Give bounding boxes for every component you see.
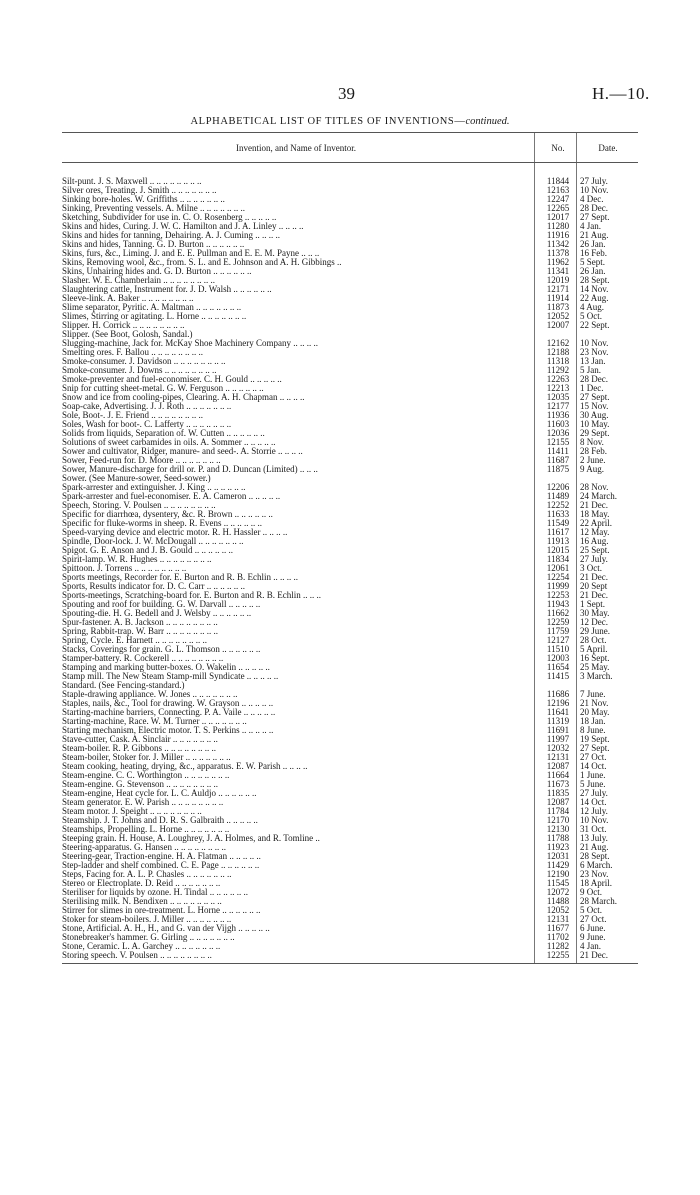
number-cell: 12170	[546, 815, 570, 825]
date-cell: 25 May.	[580, 662, 610, 672]
invention-cell: Sports-meetings, Scratching-board for. E. Burton and R. B. Echlin .. .. ..	[62, 591, 321, 600]
invention-cell: Slimes, Stirring or agitating. L. Horne .. .. .. .. .. .. ..	[62, 312, 247, 321]
number-cell: 12035	[546, 392, 570, 402]
invention-cell: Smoke-consumer. J. Davidson .. .. .. .. .. .. .. ..	[62, 357, 226, 366]
invention-cell: Starting-machine barriers, Connecting. P. A. Vaile .. .. .. .. ..	[62, 708, 276, 717]
page-number: 39	[338, 84, 355, 103]
number-cell: 12127	[546, 635, 570, 645]
invention-cell: Silt-punt. J. S. Maxwell .. .. .. .. .. .. .. ..	[62, 177, 202, 186]
number-cell: 11545	[546, 878, 570, 888]
date-cell: 26 Jan.	[580, 239, 606, 249]
invention-cell: Stoker for steam-boilers. J. Miller .. .. .. .. .. .. ..	[62, 915, 232, 924]
number-cell: 12155	[546, 437, 570, 447]
invention-cell: Stonebreaker's hammer. G. Girling .. .. .. .. .. .. ..	[62, 933, 235, 942]
date-cell: 6 March.	[580, 860, 613, 870]
date-cell: 21 Dec.	[580, 950, 608, 960]
date-cell: 14 Nov.	[580, 284, 609, 294]
number-cell: 12188	[546, 347, 570, 357]
number-cell: 11415	[546, 671, 570, 681]
number-cell: 11292	[546, 365, 570, 375]
invention-cell: Skins and hides for tanning, Dehairing. A. J. Cuming .. .. .. ..	[62, 231, 280, 240]
invention-cell: Slugging-machine, Jack for. McKay Shoe Machinery Company .. .. .. ..	[62, 339, 318, 348]
date-cell: 27 Oct.	[580, 914, 607, 924]
header-number: No.	[551, 143, 565, 153]
number-cell: 12131	[546, 914, 570, 924]
date-cell: 21 Aug.	[580, 230, 609, 240]
invention-cell: Starting-machine, Race. W. M. Turner .. .. .. .. .. .. ..	[62, 717, 247, 726]
date-cell: 14 Oct.	[580, 797, 607, 807]
invention-cell: Sports meetings, Recorder for. E. Burton and R. B. Echlin .. .. .. ..	[62, 573, 298, 582]
date-cell: 16 Feb.	[580, 248, 607, 258]
date-cell: 22 April.	[580, 518, 613, 528]
invention-cell: Spark-arrester and fuel-economiser. E. A. Cameron .. .. .. .. ..	[62, 492, 281, 501]
date-cell: 13 July.	[580, 833, 608, 843]
number-cell: 12017	[546, 212, 570, 222]
number-cell: 11489	[546, 491, 570, 501]
number-cell: 11673	[546, 779, 570, 789]
date-cell: 28 Nov.	[580, 482, 609, 492]
invention-cell: Spring, Rabbit-trap. W. Barr .. .. .. .. .. .. .. ..	[62, 627, 218, 636]
invention-cell: Steam motor. J. Speight .. .. .. .. .. .. .. ..	[62, 807, 202, 816]
invention-cell: Speech, Storing. V. Poulsen .. .. .. .. .. .. .. ..	[62, 501, 216, 510]
invention-cell: Spouting and roof for building. G. W. Darvall .. .. .. .. ..	[62, 600, 261, 609]
number-cell: 11835	[546, 788, 570, 798]
invention-cell: Skins, furs, &c., Liming. J. and E. E. Pullman and E. E. M. Payne .. .. ..	[62, 249, 320, 258]
date-cell: 12 Dec.	[580, 617, 608, 627]
invention-cell: Sinking bore-holes. W. Griffiths .. .. .. .. .. .. ..	[62, 195, 225, 204]
date-cell: 27 Sept.	[580, 212, 610, 222]
date-cell: 28 Dec.	[580, 203, 608, 213]
invention-cell: Speed-varying device and electric motor. R. H. Hassler .. .. .. ..	[62, 528, 288, 537]
invention-cell: Specific for diarrhœa, dysentery, &c. R. Brown .. .. .. .. .. ..	[62, 510, 273, 519]
invention-cell: Steam-boiler, Stoker for. J. Miller .. .. .. .. .. .. ..	[62, 753, 231, 762]
date-cell: 9 June.	[580, 932, 606, 942]
invention-cell: Silver ores, Treating. J. Smith .. .. .. .. .. .. ..	[62, 186, 217, 195]
number-cell: 11691	[546, 725, 570, 735]
date-cell: 5 June.	[580, 779, 606, 789]
date-cell: 30 May.	[580, 608, 610, 618]
date-cell: 7 June.	[580, 689, 606, 699]
invention-cell: Staple-drawing appliance. W. Jones .. .. .. .. .. .. ..	[62, 690, 238, 699]
number-cell: 12036	[546, 428, 570, 438]
invention-cell: Steam-engine, Heat cycle for. L. C. Auldjo .. .. .. .. .. ..	[62, 789, 257, 798]
invention-cell: Spring, Cycle. E. Harnett .. .. .. .. .. .. .. ..	[62, 636, 207, 645]
invention-cell: Sketching, Subdivider for use in. C. O. Rosenberg .. .. .. .. ..	[62, 213, 277, 222]
number-cell: 12259	[546, 617, 570, 627]
date-cell: 1 Dec.	[580, 383, 604, 393]
date-cell: 5 Oct.	[580, 311, 602, 321]
date-cell: 19 Sept.	[580, 734, 610, 744]
number-cell: 11844	[546, 176, 570, 186]
invention-cell: Smoke-preventer and fuel-economiser. C. H. Gould .. .. .. .. ..	[62, 375, 282, 384]
number-cell: 12213	[546, 383, 570, 393]
date-cell: 16 Sept.	[580, 653, 610, 663]
header-date: Date.	[598, 143, 618, 153]
invention-cell: Sterilising milk. N. Bendixen .. .. .. .. .. .. .. ..	[62, 897, 222, 906]
date-cell: 9 Aug.	[580, 464, 605, 474]
number-cell: 11999	[546, 581, 570, 591]
date-cell: 21 Dec.	[580, 572, 608, 582]
number-cell: 11916	[546, 230, 570, 240]
date-cell: 23 Nov.	[580, 869, 609, 879]
invention-cell: Soap-cake, Advertising. J. J. Roth .. .. .. .. .. .. ..	[62, 402, 232, 411]
table-row	[62, 951, 638, 960]
number-cell: 11341	[546, 266, 570, 276]
date-cell: 12 July.	[580, 806, 608, 816]
number-cell: 11603	[546, 419, 570, 429]
invention-cell: Stone, Ceramic. L. A. Garchey .. .. .. .. .. .. ..	[62, 942, 221, 951]
number-cell: 12007	[546, 320, 570, 330]
number-cell: 11962	[546, 257, 570, 267]
number-cell: 11913	[546, 536, 570, 546]
invention-cell: Stave-cutter, Cask. A. Sinclair .. .. .. .. .. .. ..	[62, 735, 218, 744]
invention-cell: Storing speech. V. Poulsen .. .. .. .. .. .. .. ..	[62, 951, 212, 960]
invention-cell: Snow and ice from cooling-pipes, Clearing. A. H. Chapman .. .. .. ..	[62, 393, 305, 402]
date-cell: 22 Sept.	[580, 320, 610, 330]
number-cell: 11873	[546, 302, 570, 312]
number-cell: 12254	[546, 572, 570, 582]
invention-cell: Steam cooking, heating, drying, &c., apparatus. E. W. Parish .. .. .. ..	[62, 762, 308, 771]
invention-cell: Spigot. G. E. Anson and J. B. Gould .. .. .. .. .. ..	[62, 546, 234, 555]
number-cell: 11662	[546, 608, 570, 618]
page-title	[0, 116, 700, 127]
date-cell: 22 Aug.	[580, 293, 609, 303]
table-body	[62, 163, 638, 963]
table-row	[62, 465, 638, 474]
invention-cell: Snip for cutting sheet-metal. G. W. Ferguson .. .. .. .. .. ..	[62, 384, 264, 393]
date-cell: 28 March.	[580, 896, 617, 906]
number-cell: 11319	[546, 716, 570, 726]
number-cell: 12015	[546, 545, 570, 555]
number-cell: 12052	[546, 905, 570, 915]
date-cell: 21 Aug.	[580, 842, 609, 852]
date-cell: 20 Sept	[580, 581, 608, 591]
page-code: H.—10.	[592, 84, 650, 103]
number-cell: 11914	[546, 293, 570, 303]
number-cell: 12196	[546, 698, 570, 708]
invention-cell: Steam-engine. G. Stevenson .. .. .. .. .. .. .. ..	[62, 780, 218, 789]
date-cell: 28 Sept.	[580, 275, 610, 285]
date-cell: 5 April.	[580, 644, 608, 654]
invention-cell: Solids from liquids, Separation of. W. Cutten .. .. .. .. .. ..	[62, 429, 265, 438]
date-cell: 16 Aug.	[580, 536, 609, 546]
date-cell: 13 Jan.	[580, 356, 606, 366]
number-cell: 11429	[546, 860, 570, 870]
invention-cell: Sports, Results indicator for. D. C. Carr .. .. .. .. .. ..	[62, 582, 245, 591]
number-cell: 12206	[546, 482, 570, 492]
date-cell: 27 Oct.	[580, 752, 607, 762]
invention-cell: Sleeve-link. A. Baker .. .. .. .. .. .. .. ..	[62, 294, 194, 303]
invention-cell: Steam-engine. C. C. Worthington .. .. .. .. .. .. ..	[62, 771, 230, 780]
date-cell: 24 March.	[580, 491, 617, 501]
date-cell: 26 Jan.	[580, 266, 606, 276]
number-cell: 11923	[546, 842, 570, 852]
invention-cell: Steamship. J. T. Johns and D. R. S. Galbraith .. .. .. .. ..	[62, 816, 258, 825]
number-cell: 12253	[546, 590, 570, 600]
number-cell: 11936	[546, 410, 570, 420]
date-cell: 5 Jan.	[580, 365, 601, 375]
date-cell: 3 Oct.	[580, 563, 602, 573]
date-cell: 4 Dec.	[580, 194, 604, 204]
date-cell: 27 July.	[580, 788, 608, 798]
number-cell: 11784	[546, 806, 570, 816]
invention-cell: Spindle, Door-lock. J. W. McDougall .. .. .. .. .. .. ..	[62, 537, 244, 546]
invention-cell: Slasher. W. E. Chamberlain .. .. .. .. .. .. .. ..	[62, 276, 215, 285]
date-cell: 25 Sept.	[580, 545, 610, 555]
invention-cell: Starting mechanism, Electric motor. T. S. Perkins .. .. .. .. ..	[62, 726, 274, 735]
date-cell: 28 Oct.	[580, 635, 607, 645]
date-cell: 21 Dec.	[580, 500, 608, 510]
number-cell: 12087	[546, 761, 570, 771]
date-cell: 28 Dec.	[580, 374, 608, 384]
number-cell: 12162	[546, 338, 570, 348]
invention-cell: Steriliser for liquids by ozone. H. Tindal .. .. .. .. .. ..	[62, 888, 248, 897]
number-cell: 11342	[546, 239, 570, 249]
number-cell: 12171	[546, 284, 570, 294]
date-cell: 10 Nov.	[580, 815, 609, 825]
number-cell: 11633	[546, 509, 570, 519]
date-cell: 20 May.	[580, 707, 610, 717]
date-cell: 18 Jan.	[580, 716, 606, 726]
date-cell: 12 May.	[580, 527, 610, 537]
title-main: ALPHABETICAL LIST OF TITLES OF INVENTIONS—	[190, 116, 466, 127]
date-cell: 29 June.	[580, 626, 610, 636]
number-cell: 11834	[546, 554, 570, 564]
number-cell: 11378	[546, 248, 570, 258]
invention-cell: Slime separator, Pyritic. A. Maltman .. .. .. .. .. .. ..	[62, 303, 242, 312]
number-cell: 11686	[546, 689, 570, 699]
invention-cell: Stamping and marking butter-boxes. O. Wakelin .. .. .. .. ..	[62, 663, 270, 672]
date-cell: 23 Nov.	[580, 347, 609, 357]
invention-cell: Skins and hides, Tanning. G. D. Burton .. .. .. .. .. ..	[62, 240, 245, 249]
invention-cell: Steam generator. E. W. Parish .. .. .. .. .. .. .. ..	[62, 798, 224, 807]
invention-cell: Stamp mill. The New Steam Stamp-mill Syndicate .. .. .. .. ..	[62, 672, 279, 681]
invention-cell: Stirrer for slimes in ore-treatment. L. Horne .. .. .. .. .. ..	[62, 906, 261, 915]
date-cell: 8 Nov.	[580, 437, 604, 447]
number-cell: 11641	[546, 707, 570, 717]
invention-cell: Spittoon. J. Torrens .. .. .. .. .. .. .. ..	[62, 564, 187, 573]
number-cell: 12031	[546, 851, 570, 861]
date-cell: 31 Oct.	[580, 824, 607, 834]
date-cell: 28 Sept.	[580, 851, 610, 861]
invention-cell: Sower and cultivator, Ridger, manure- and seed-. A. Storrie .. .. .. ..	[62, 447, 303, 456]
number-cell: 12265	[546, 203, 570, 213]
number-cell: 11788	[546, 833, 570, 843]
invention-cell: Stacks, Coverings for grain. G. L. Thomson .. .. .. .. .. ..	[62, 645, 261, 654]
invention-cell: Steamships, Propelling. L. Horne .. .. .. .. .. .. ..	[62, 825, 230, 834]
number-cell: 12252	[546, 500, 570, 510]
number-cell: 12131	[546, 752, 570, 762]
invention-cell: Staples, nails, &c., Tool for drawing. W. Grayson .. .. .. .. ..	[62, 699, 274, 708]
date-cell: 30 Aug.	[580, 410, 609, 420]
table-row	[62, 321, 638, 330]
invention-cell: Stamper-battery. R. Cockerell .. .. .. .. .. .. .. ..	[62, 654, 224, 663]
number-cell: 11411	[547, 446, 569, 456]
date-cell: 27 July.	[580, 554, 608, 564]
date-cell: 18 April.	[580, 878, 613, 888]
number-cell: 12052	[546, 311, 570, 321]
invention-cell: Smelting ores. F. Ballou .. .. .. .. .. .. .. ..	[62, 348, 204, 357]
number-cell: 11654	[546, 662, 570, 672]
invention-cell: Solutions of sweet carbamides in oils. A. Sommer .. .. .. .. ..	[62, 438, 276, 447]
number-cell: 11510	[546, 644, 570, 654]
number-cell: 12255	[546, 950, 570, 960]
invention-cell: Steering-apparatus. G. Hansen .. .. .. .. .. .. .. ..	[62, 843, 226, 852]
invention-cell: Slaughtering cattle, Instrument for. J. D. Walsh .. .. .. .. .. ..	[62, 285, 272, 294]
invention-cell: Smoke-consumer. J. Downs .. .. .. .. .. .. .. ..	[62, 366, 217, 375]
date-cell: 15 Nov.	[580, 401, 609, 411]
number-cell: 12130	[546, 824, 570, 834]
date-cell: 10 May.	[580, 419, 610, 429]
date-cell: 27 July.	[580, 176, 608, 186]
title-continued: continued.	[465, 116, 510, 127]
date-cell: 9 Oct.	[580, 887, 602, 897]
inventions-table	[62, 132, 638, 964]
number-cell: 12003	[546, 653, 570, 663]
invention-cell: Stereo or Electroplate. D. Reid .. .. .. .. .. .. ..	[62, 879, 221, 888]
invention-cell: Specific for fluke-worms in sheep. R. Evens .. .. .. .. .. ..	[62, 519, 262, 528]
table-row	[62, 672, 638, 681]
date-cell: 18 May.	[580, 509, 610, 519]
number-cell: 11549	[546, 518, 570, 528]
invention-cell: Skins, Unhairing hides and. G. D. Burton .. .. .. .. .. ..	[62, 267, 252, 276]
number-cell: 12163	[546, 185, 570, 195]
number-cell: 11759	[546, 626, 570, 636]
date-cell: 10 Nov.	[580, 185, 609, 195]
date-cell: 1 Sept.	[580, 599, 606, 609]
number-cell: 11677	[546, 923, 570, 933]
number-cell: 11997	[546, 734, 570, 744]
number-cell: 12177	[546, 401, 570, 411]
date-cell: 29 Sept.	[580, 428, 610, 438]
header-invention: Invention, and Name of Inventor.	[236, 143, 356, 153]
number-cell: 12061	[546, 563, 570, 573]
date-cell: 8 June.	[580, 725, 606, 735]
number-cell: 11488	[546, 896, 570, 906]
date-cell: 4 Jan.	[580, 221, 601, 231]
date-cell: 27 Sept.	[580, 392, 610, 402]
invention-cell: Steps, Facing for. A. L. P. Chasles .. .. .. .. .. .. ..	[62, 870, 232, 879]
date-cell: 28 Feb.	[580, 446, 607, 456]
date-cell: 6 June.	[580, 923, 606, 933]
invention-cell: Skins and hides, Curing. J. W. C. Hamilton and J. A. Linley .. .. .. ..	[62, 222, 304, 231]
date-cell: 14 Oct.	[580, 761, 607, 771]
number-cell: 11943	[546, 599, 570, 609]
date-cell: 21 Dec.	[580, 590, 608, 600]
table-header	[62, 133, 638, 163]
invention-cell: Skins, Removing wool, &c., from. S. L. and E. Johnson and A. H. Gibbings ..	[62, 258, 342, 267]
number-cell: 11664	[546, 770, 570, 780]
number-cell: 11687	[546, 455, 570, 465]
number-cell: 12190	[546, 869, 570, 879]
invention-cell: Sole, Boot-. J. E. Friend .. .. .. .. .. .. .. ..	[62, 411, 203, 420]
invention-cell: Sower, Feed-run for. D. Moore .. .. .. .. .. .. ..	[62, 456, 221, 465]
date-cell: 4 Aug.	[580, 302, 605, 312]
invention-cell: Sower. (See Manure-sower, Seed-sower.)	[62, 474, 211, 483]
invention-cell: Soles, Wash for boot-. C. Lafferty .. .. .. .. .. .. ..	[62, 420, 232, 429]
invention-cell: Step-ladder and shelf combined. C. E. Page .. .. .. .. .. ..	[62, 861, 260, 870]
invention-cell: Steam-boiler. R. P. Gibbons .. .. .. .. .. .. .. ..	[62, 744, 217, 753]
invention-cell: Spark-arrester and extinguisher. J. King .. .. .. .. .. ..	[62, 483, 246, 492]
invention-cell: Spur-fastener. A. B. Jackson .. .. .. .. .. .. .. ..	[62, 618, 218, 627]
invention-cell: Spouting-die. H. G. Bedell and J. Welsby .. .. .. .. .. ..	[62, 609, 252, 618]
date-cell: 10 Nov.	[580, 338, 609, 348]
invention-cell: Stone, Artificial. A. H., H., and G. van der Vijgh .. .. .. .. ..	[62, 924, 270, 933]
number-cell: 11282	[546, 941, 570, 951]
date-cell: 5 Sept.	[580, 257, 606, 267]
invention-cell: Sinking, Preventing vessels. A. Milne .. .. .. .. .. .. ..	[62, 204, 245, 213]
invention-cell: Standard. (See Fencing-standard.)	[62, 681, 185, 690]
number-cell: 12247	[546, 194, 570, 204]
number-cell: 11280	[546, 221, 570, 231]
date-cell: 27 Sept.	[580, 743, 610, 753]
invention-cell: Slipper. H. Corrick .. .. .. .. .. .. .. ..	[62, 321, 185, 330]
number-cell: 11617	[546, 527, 570, 537]
date-cell: 1 June.	[580, 770, 606, 780]
date-cell: 2 June.	[580, 455, 606, 465]
date-cell: 21 Nov.	[580, 698, 609, 708]
number-cell: 11702	[546, 932, 570, 942]
date-cell: 5 Oct.	[580, 905, 602, 915]
number-cell: 12032	[546, 743, 570, 753]
number-cell: 12072	[546, 887, 570, 897]
invention-cell: Slipper. (See Boot, Golosh, Sandal.)	[62, 330, 193, 339]
number-cell: 12019	[546, 275, 570, 285]
number-cell: 11875	[546, 464, 570, 474]
invention-cell: Steeping grain. H. House, A. Loughrey, J. A. Holmes, and R. Tomline ..	[62, 834, 320, 843]
date-cell: 4 Jan.	[580, 941, 601, 951]
number-cell: 12263	[546, 374, 570, 384]
invention-cell: Sower, Manure-discharge for drill or. P. and D. Duncan (Limited) .. .. ..	[62, 465, 318, 474]
invention-cell: Spirit-lamp. W. R. Hughes .. .. .. .. .. .. .. ..	[62, 555, 212, 564]
date-cell: 3 March.	[580, 671, 613, 681]
invention-cell: Steering-gear, Traction-engine. H. A. Flatman .. .. .. .. ..	[62, 852, 261, 861]
number-cell: 12087	[546, 797, 570, 807]
number-cell: 11318	[546, 356, 570, 366]
